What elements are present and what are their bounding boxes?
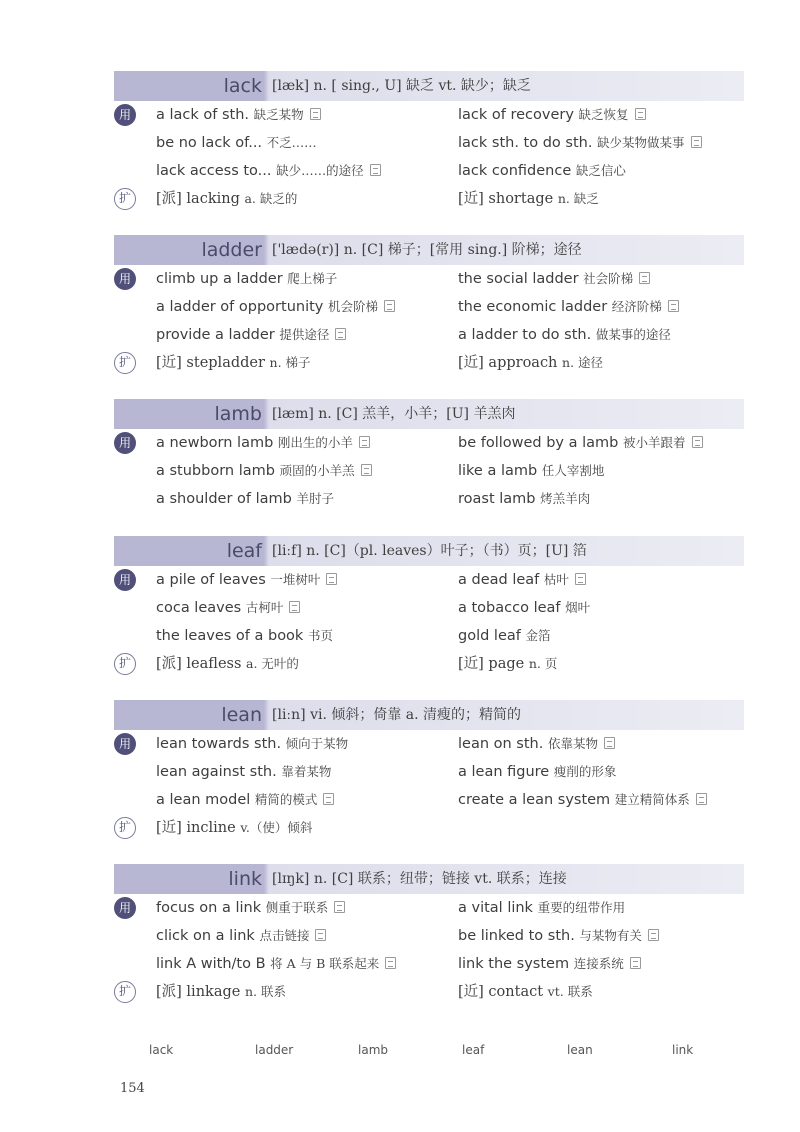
usage-row bbox=[114, 594, 744, 622]
audio-mark-icon bbox=[326, 573, 337, 585]
usage-row bbox=[114, 950, 744, 978]
audio-mark-icon bbox=[635, 108, 646, 120]
footer-index-word: lack bbox=[149, 1043, 174, 1057]
usage-row bbox=[114, 622, 744, 650]
audio-mark-icon bbox=[323, 793, 334, 805]
phrase-right: [近] approach n. 途径 bbox=[458, 355, 604, 371]
phrase-left: [派] linkage n. 联系 bbox=[156, 984, 286, 1000]
phrase-right: lack sth. to do sth. 缺少某物做某事 bbox=[458, 129, 702, 157]
phrase-right: [近] contact vt. 联系 bbox=[458, 984, 593, 1000]
phrase-right: a dead leaf 枯叶 bbox=[458, 566, 586, 594]
phrase-left: a shoulder of lamb 羊肘子 bbox=[156, 491, 334, 507]
phrase-right: create a lean system 建立精简体系 bbox=[458, 786, 707, 814]
usage-badge-icon: 用 bbox=[114, 733, 136, 755]
headword-band bbox=[114, 864, 744, 894]
phrase-right: be linked to sth. 与某物有关 bbox=[458, 922, 659, 950]
extension-badge-icon: 扩 bbox=[114, 352, 136, 374]
usage-row bbox=[114, 321, 744, 349]
phrase-right: the social ladder 社会阶梯 bbox=[458, 265, 650, 293]
phrase-left: a stubborn lamb 顽固的小羊羔 bbox=[156, 457, 372, 485]
footer-index-word: leaf bbox=[462, 1043, 485, 1057]
definition: [læk] n. [ sing., U] 缺乏 vt. 缺少；缺乏 bbox=[272, 78, 531, 94]
usage-row bbox=[114, 786, 744, 814]
audio-mark-icon bbox=[648, 929, 659, 941]
phrase-right: [近] page n. 页 bbox=[458, 656, 558, 672]
audio-mark-icon bbox=[575, 573, 586, 585]
extension-row bbox=[114, 814, 744, 842]
phrase-right: lean on sth. 依靠某物 bbox=[458, 730, 615, 758]
audio-mark-icon bbox=[315, 929, 326, 941]
headword: lack bbox=[223, 75, 262, 97]
audio-mark-icon bbox=[310, 108, 321, 120]
phrase-left: provide a ladder 提供途径 bbox=[156, 321, 346, 349]
phrase-left: [派] leafless a. 无叶的 bbox=[156, 656, 299, 672]
extension-badge-icon: 扩 bbox=[114, 188, 136, 210]
audio-mark-icon bbox=[335, 328, 346, 340]
phrase-right: the economic ladder 经济阶梯 bbox=[458, 293, 679, 321]
definition: [lɪŋk] n. [C] 联系；纽带；链接 vt. 联系；连接 bbox=[272, 871, 567, 887]
phrase-left: lean towards sth. 倾向于某物 bbox=[156, 736, 349, 752]
phrase-left: link A with/to B 将 A 与 B 联系起来 bbox=[156, 950, 396, 978]
phrase-left: lean against sth. 靠着某物 bbox=[156, 764, 332, 780]
extension-badge-icon: 扩 bbox=[114, 981, 136, 1003]
audio-mark-icon bbox=[696, 793, 707, 805]
extension-badge-icon: 扩 bbox=[114, 653, 136, 675]
phrase-right: a vital link 重要的纽带作用 bbox=[458, 900, 626, 916]
phrase-right: a ladder to do sth. 做某事的途径 bbox=[458, 327, 671, 343]
phrase-left: coca leaves 古柯叶 bbox=[156, 594, 300, 622]
phrase-left: the leaves of a book 书页 bbox=[156, 628, 333, 644]
headword-band bbox=[114, 399, 744, 429]
phrase-right: be followed by a lamb 被小羊跟着 bbox=[458, 429, 703, 457]
page-number: 154 bbox=[120, 1081, 145, 1096]
usage-badge-icon: 用 bbox=[114, 104, 136, 126]
headword: ladder bbox=[201, 239, 262, 261]
audio-mark-icon bbox=[604, 737, 615, 749]
audio-mark-icon bbox=[384, 300, 395, 312]
phrase-right: like a lamb 任人宰割地 bbox=[458, 463, 605, 479]
usage-row bbox=[114, 894, 744, 922]
definition: [læm] n. [C] 羔羊，小羊；[U] 羊羔肉 bbox=[272, 406, 516, 422]
footer-index-word: ladder bbox=[255, 1043, 294, 1057]
usage-row bbox=[114, 922, 744, 950]
phrase-left: [近] stepladder n. 梯子 bbox=[156, 355, 311, 371]
headword-band bbox=[114, 700, 744, 730]
usage-badge-icon: 用 bbox=[114, 268, 136, 290]
footer-index-word: link bbox=[672, 1043, 694, 1057]
usage-row bbox=[114, 457, 744, 485]
audio-mark-icon bbox=[668, 300, 679, 312]
phrase-left: [派] lacking a. 缺乏的 bbox=[156, 191, 298, 207]
footer-index-word: lamb bbox=[358, 1043, 388, 1057]
headword: lean bbox=[221, 704, 262, 726]
usage-row bbox=[114, 265, 744, 293]
headword: leaf bbox=[226, 540, 262, 562]
headword-band bbox=[114, 71, 744, 101]
usage-row bbox=[114, 429, 744, 457]
phrase-left: a newborn lamb 刚出生的小羊 bbox=[156, 429, 370, 457]
phrase-left: a pile of leaves 一堆树叶 bbox=[156, 566, 337, 594]
phrase-left: lack access to... 缺少……的途径 bbox=[156, 157, 381, 185]
definition: [liːn] vi. 倾斜；倚靠 a. 清瘦的；精简的 bbox=[272, 707, 522, 723]
phrase-right: a lean figure 瘦削的形象 bbox=[458, 764, 617, 780]
headword: link bbox=[228, 868, 262, 890]
phrase-left: focus on a link 侧重于联系 bbox=[156, 894, 345, 922]
extension-row bbox=[114, 650, 744, 678]
phrase-right: a tobacco leaf 烟叶 bbox=[458, 600, 591, 616]
phrase-right: lack of recovery 缺乏恢复 bbox=[458, 101, 646, 129]
usage-badge-icon: 用 bbox=[114, 897, 136, 919]
phrase-left: a lack of sth. 缺乏某物 bbox=[156, 101, 321, 129]
audio-mark-icon bbox=[370, 164, 381, 176]
audio-mark-icon bbox=[630, 957, 641, 969]
phrase-right: link the system 连接系统 bbox=[458, 950, 641, 978]
audio-mark-icon bbox=[639, 272, 650, 284]
usage-row bbox=[114, 293, 744, 321]
usage-row bbox=[114, 730, 744, 758]
phrase-left: click on a link 点击链接 bbox=[156, 922, 326, 950]
usage-badge-icon: 用 bbox=[114, 569, 136, 591]
headword: lamb bbox=[214, 403, 262, 425]
phrase-left: a lean model 精简的模式 bbox=[156, 786, 334, 814]
usage-badge-icon: 用 bbox=[114, 432, 136, 454]
phrase-right: lack confidence 缺乏信心 bbox=[458, 163, 626, 179]
phrase-left: [近] incline v.（使）倾斜 bbox=[156, 820, 313, 836]
phrase-left: climb up a ladder 爬上梯子 bbox=[156, 271, 338, 287]
phrase-right: gold leaf 金箔 bbox=[458, 628, 551, 644]
audio-mark-icon bbox=[359, 436, 370, 448]
extension-row bbox=[114, 185, 744, 213]
audio-mark-icon bbox=[334, 901, 345, 913]
audio-mark-icon bbox=[361, 464, 372, 476]
extension-badge-icon: 扩 bbox=[114, 817, 136, 839]
definition: [liːf] n. [C]（pl. leaves）叶子；（书）页；[U] 箔 bbox=[272, 543, 587, 559]
phrase-left: a ladder of opportunity 机会阶梯 bbox=[156, 293, 395, 321]
usage-row bbox=[114, 101, 744, 129]
headword-band bbox=[114, 235, 744, 265]
extension-row bbox=[114, 349, 744, 377]
audio-mark-icon bbox=[692, 436, 703, 448]
audio-mark-icon bbox=[691, 136, 702, 148]
phrase-right: [近] shortage n. 缺乏 bbox=[458, 191, 599, 207]
usage-row bbox=[114, 566, 744, 594]
audio-mark-icon bbox=[385, 957, 396, 969]
headword-band bbox=[114, 536, 744, 566]
phrase-right: roast lamb 烤羔羊肉 bbox=[458, 491, 591, 507]
footer-index-word: lean bbox=[567, 1043, 593, 1057]
usage-row bbox=[114, 129, 744, 157]
phrase-left: be no lack of... 不乏…… bbox=[156, 135, 317, 151]
extension-row bbox=[114, 978, 744, 1006]
audio-mark-icon bbox=[289, 601, 300, 613]
definition: ['lædə(r)] n. [C] 梯子；[常用 sing.] 阶梯；途径 bbox=[272, 242, 582, 258]
usage-row bbox=[114, 157, 744, 185]
usage-row bbox=[114, 758, 744, 786]
usage-row bbox=[114, 485, 744, 513]
